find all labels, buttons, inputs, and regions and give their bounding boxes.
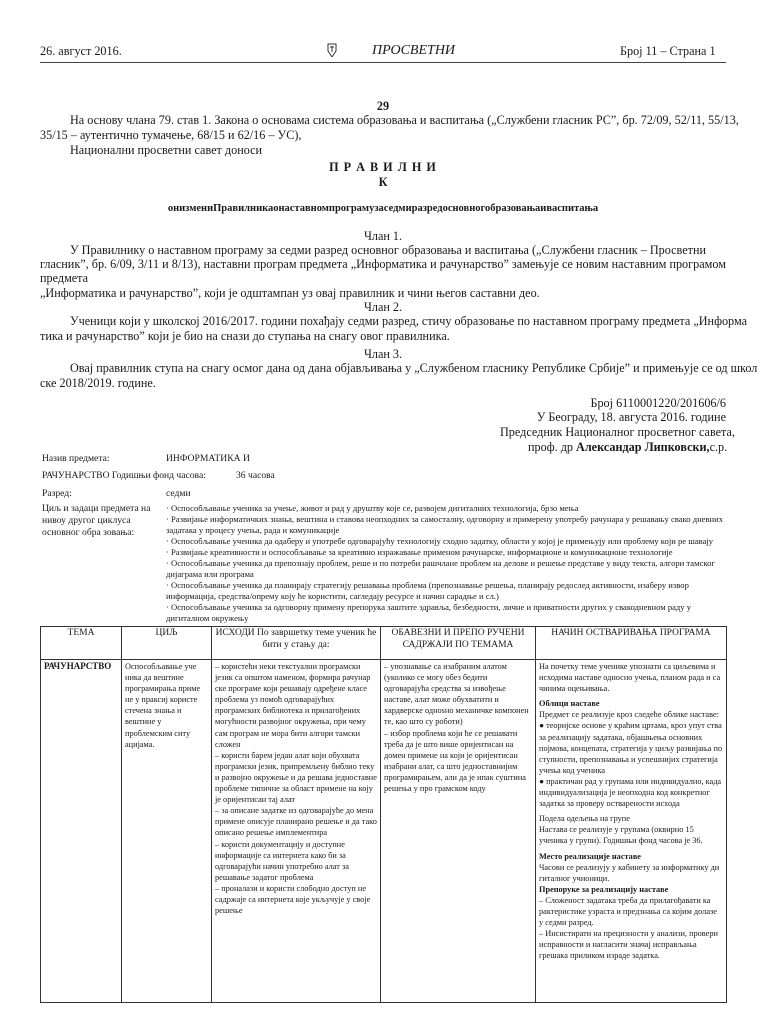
coat-of-arms-icon (326, 43, 338, 57)
col-header-goal: ЦИЉ (122, 627, 212, 660)
curriculum-table (40, 626, 727, 1003)
cell-topic: РАЧУНАРСТВО (41, 660, 122, 1003)
cell-content (381, 660, 536, 1003)
article-2-title: Члан 2. (363, 300, 403, 314)
table-header-row (41, 627, 727, 660)
outcome-item: – за описане задатке из одговарајуће до мена примене описује планирано решење и да тако описано решење имплементира (215, 806, 377, 838)
signature-number: Број 6110001220/201606/6 (590, 396, 726, 410)
outcome-item: – проналази и користи слободно доступ не садржаје са интернета које укључује у своје решење (215, 883, 371, 916)
cell-outcomes (212, 660, 381, 1003)
method-heading: Место реализације наставе (539, 851, 641, 861)
header-journal: ПРОСВЕТНИ (372, 43, 456, 58)
col-header-content: ОБАВЕЗНИ И ПРЕПО РУЧЕНИ САДРЖАЈИ ПО ТЕМАМА (381, 627, 536, 660)
goal-item: · Оспособљавање ученика да препознају проблем, реше и по потреби рашчлане проблем на делове и решење представе у виду текста, алгори тамског дијаграма или програма (166, 558, 715, 579)
article-2-line-2: тика и рачунарство” који је био на снази до ступања на снагу овог правилника. (40, 329, 450, 343)
signature-place-date: У Београду, 18. августа 2016. године (536, 410, 726, 424)
content-item: – упознавање са изабраним алатом (уколико се могу обез бедити одговарајућа средства за извођење наставе, алат може обухватити и хардверске одноѕно механичке компонен те, као што су роботи) (384, 662, 529, 727)
method-item: Часови се реализују у кабинету за информатику ди гиталног учионици. (539, 862, 720, 883)
article-3-line-2: ске 2018/2019. године. (40, 376, 156, 390)
goal-label: Циљ и задаци предмета на нивоу другог циклуса основног обра зовања: (42, 503, 151, 539)
col-header-method: НАЧИН ОСТВАРИВАЊА ПРОГРАМА (536, 627, 727, 660)
method-item: Настава се реализује у групама (оквирно 15 ученика у групи). Годишњи фонд часова је 36. (539, 825, 703, 846)
article-1-title: Члан 1. (363, 229, 403, 243)
table-row (41, 660, 727, 1003)
method-item: – Сложеност задатака треба да прилагођавати ка рактеристике узраста и предзнања са којим долазе у седми разред. (539, 895, 717, 928)
header-rule (40, 62, 726, 63)
method-item: – Инсистирати на прецизности у анализи, провери исправности и нагласити значај исправљања грешака приликом израде задатка. (539, 929, 718, 961)
signature-role: Председник Националног просветног савета, (500, 425, 735, 439)
intro-line-3: Национални просветни савет доноси (70, 143, 263, 157)
article-3-title: Члан 3. (363, 347, 403, 361)
goal-item: · Оспособљавање ученика да одаберу и употребе одговарајућу технологију сходно задатку, области у којој је примењују или проблему који ре шавају (166, 536, 714, 546)
cell-goal: Оспособљавање уче ника да вештине програмирања приме не у праксиј користе стечена знања и вештине у проблемским ситу ацијама. (122, 660, 212, 1003)
method-item: ● практичан рад у групама или индивидуално, када индивидуализација је неопходна код конкретног задатка за проверу остварености исхода (539, 776, 722, 809)
cell-method (536, 660, 727, 1003)
outcome-item: – користи барем један алат који обухвата програмски језик, припремљену библио теку и развојно окружење и да решава једноставне проблеме типичне за област примене на коју је оријентисан тај алат (215, 750, 377, 805)
goal-item: · Оспособљавање ученика за учење, живот и рад у друштву које се, развојем дигиталних технологија, брзо мења (166, 503, 579, 513)
goal-item: · Развијање информатичких знања, вештина и ставова неопходних за самосталну, одговорну и примерену употребу рачунара у решавању свако дневних задатака у процесу учења, рада и комуникације (166, 514, 724, 535)
signature-name-line: проф. др Александар Липковски,с.р. (528, 440, 728, 454)
fund-value: 36 часова (236, 470, 275, 481)
goal-item: · Оспособљавање ученика да планирају стратегију решавања проблема (препознавање решења, планирају редослед активности, изаберу извор информација, средства/опрему коју ће користити, сагледају ресурсе и начин сарадње и сл.) (166, 580, 689, 601)
title-line-1: П Р А В И Л Н И (329, 160, 437, 174)
decision-number: 29 (376, 99, 390, 113)
fund-label: РАЧУНАРСТВО Годишњи фонд часова: (42, 470, 206, 481)
method-heading: Облици наставе (539, 699, 600, 709)
article-1-line-3: предмета (40, 271, 89, 285)
method-item: ● теоријске основе у краћим цртама, кроз упут ства за реализацију задатака, објашњења основних појмова, концепата, стратегија у циљу развијања по ступности, препознавања и успешнијих стратегија учења код ученика (539, 721, 723, 775)
title-line-2: К (378, 175, 388, 189)
col-header-topic: ТЕМА (41, 627, 122, 660)
subtitle: онизмениПравилникаонаставномпрограмузаседмиразредосновногобразовањаивaспитања (167, 203, 599, 214)
col-header-outcomes: ИСХОДИ По завршетку теме ученик ће бити у стању да: (212, 627, 381, 660)
goal-item: · Развијање креативности и оспособљавање за креативно изражавање применом рачунарске, информационе и комуникационе технологије (166, 547, 673, 557)
method-item: Предмет се реализује кроз следеће облике наставе: (539, 710, 719, 720)
subject-value: ИНФОРМАТИКА И (166, 453, 250, 464)
outcome-item: – користи документацију и доступне информације са интернета како би за одговарајући начин употребио алат за решавање задатог проблема (215, 839, 349, 882)
intro-line-1: На основу члана 79. став 1. Закона о основама система образовања и васпитања („Службени гласник РС”, бр. 72/09, 52/11, 55/13, (70, 113, 739, 127)
article-1-line-2: гласник”, бр. 6/09, 3/11 и 8/13), наставни програм предмета „Информатика и рачунарство” замењује се новим наставним програмом (40, 257, 726, 271)
method-heading: Препоруке за реализацију наставе (539, 884, 669, 894)
header-date: 26. август 2016. (40, 44, 122, 58)
article-2-line-1: Ученици који у школској 2016/2017. години похађају седми разред, стичу образовање по наставном програму предмета „Информа (70, 314, 748, 328)
intro-line-2: 35/15 – аутентично тумачење, 68/15 и 62/16 – УС), (40, 128, 302, 142)
goals-list (166, 503, 726, 624)
article-3-line-1: Овај правилник ступа на снагу осмог дана од дана објављивања у „Службеном гласнику Републике Србије” и примењује се од школ (70, 361, 758, 375)
article-1-line-1: У Правилнику о наставном програму за седми разред основног образовања и васпитања („Службени гласник – Просветни (70, 243, 707, 257)
method-heading: Подела одељења на групе (539, 814, 630, 824)
method-item: На почетку теме ученике упознати са циљевима и исходима наставе односно учења, планом рада и са чинима оцењивања. (539, 662, 721, 694)
subject-label: Назив предмета: (42, 453, 110, 464)
article-1-line-4: „Информатика и рачунарство”, који је одштампан уз овај правилник и чини његов саставни део. (40, 286, 540, 300)
outcome-item: – користећи неки текстуални програмски језик са општом наменом, формира рачунар ске програме који решавају одређене класе проблема уз помоћ одговарајућих програмских библиотека и прилагођених могућности развојног окружења, при чему сам програм не мора бити алгори тамски сложен (215, 662, 371, 749)
header-page: Број 11 – Страна 1 (620, 44, 716, 58)
content-item: – избор проблема који ће се решавати треба да је што више оријентисан на домен примене на који је оријентисан изабрани алат, са што једноставнијим програмирањем, али да је ипак суштина решења у про грамском коду (384, 728, 526, 794)
goal-item: · Оспособљавање ученика за одговорну примену препорука заштите здравља, безбедности, личне и приватности других у свакодневном раду у дигиталном окружењу (166, 602, 692, 623)
grade-value: седми (166, 488, 191, 499)
grade-label: Разред: (42, 488, 72, 499)
